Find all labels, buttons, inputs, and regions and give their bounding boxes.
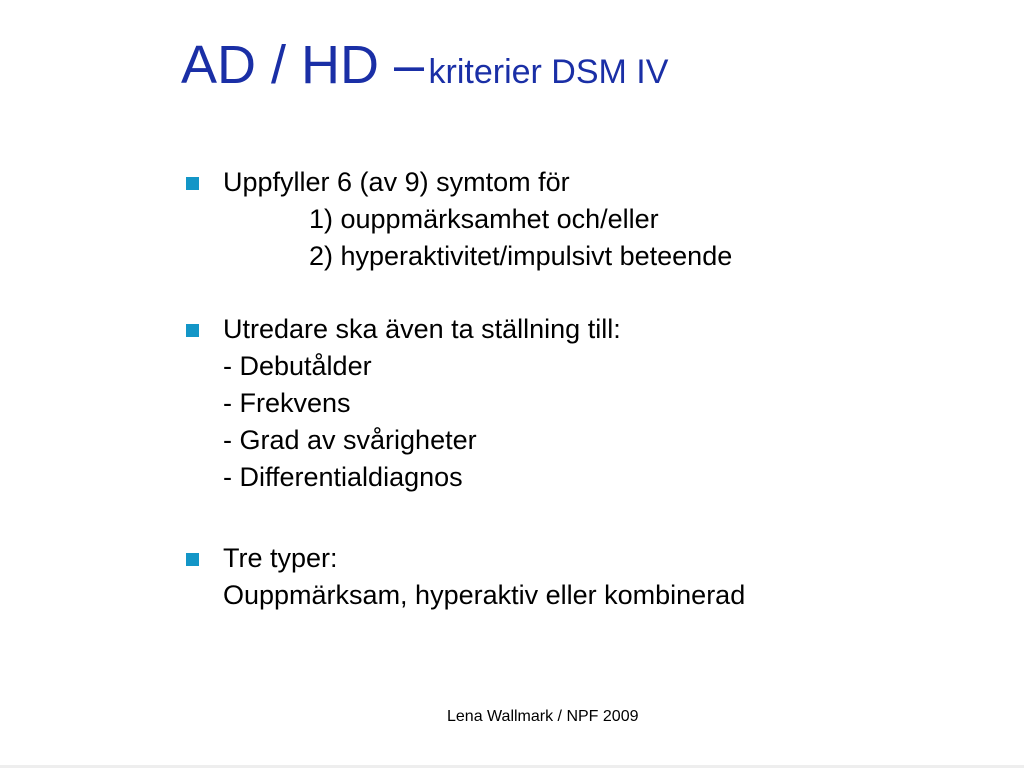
bullet-line: - Frekvens [223, 388, 351, 418]
bullet-line: Ouppmärksam, hyperaktiv eller kombinerad [223, 580, 746, 610]
title-main: AD / HD – [181, 35, 425, 95]
bullet-heading: Uppfyller 6 (av 9) symtom för [223, 167, 570, 197]
bullet-line: 1) ouppmärksamhet och/eller [309, 204, 659, 234]
bullet-line: - Debutålder [223, 351, 372, 381]
square-bullet-icon [186, 177, 199, 190]
bullet-heading: Utredare ska även ta ställning till: [223, 314, 621, 344]
bullet-line: - Differentialdiagnos [223, 462, 463, 492]
slide-title [181, 30, 668, 107]
square-bullet-icon [186, 324, 199, 337]
bullet-line: - Grad av svårigheter [223, 425, 477, 455]
bullet-heading: Tre typer: [223, 543, 338, 573]
footer-credit: Lena Wallmark / NPF 2009 [447, 708, 639, 725]
title-subtitle: kriterier DSM IV [428, 53, 669, 91]
square-bullet-icon [186, 553, 199, 566]
bullet-line: 2) hyperaktivitet/impulsivt beteende [309, 241, 733, 271]
